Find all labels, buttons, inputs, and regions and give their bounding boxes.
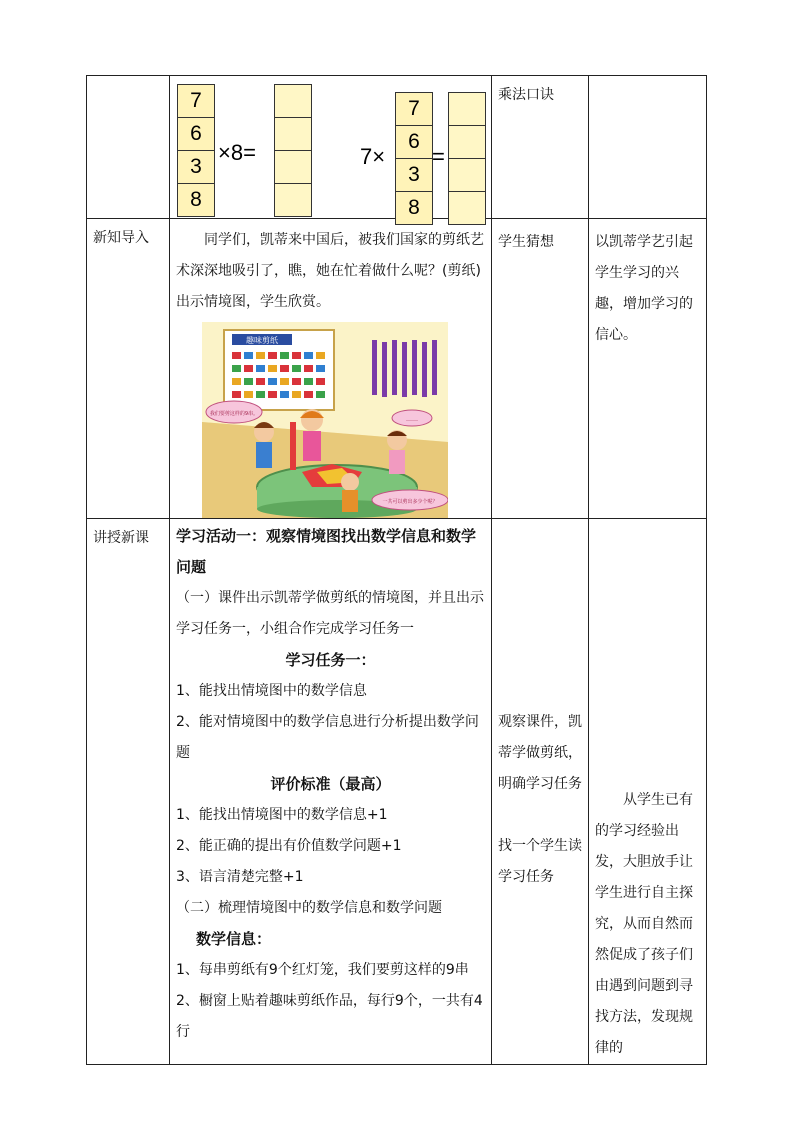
design-intent-text: 从学生已有的学习经验出发，大胆放手让学生进行自主探究，从而自然而然促成了孩子们由遇到问题到寻找方法，发现规律的 xyxy=(595,792,693,1056)
math-info-item: 1、每串剪纸有9个红灯笼，我们要剪这样的9串 xyxy=(176,962,469,978)
task-item: 1、能找出情境图中的数学信息 xyxy=(176,683,367,699)
activity-heading: 学习活动一：观察情境图找出数学信息和数学问题 xyxy=(176,527,477,576)
digit-cell: 6 xyxy=(178,118,214,151)
row1-intent-cell xyxy=(589,76,707,219)
math-info-item: 2、橱窗上贴着趣味剪纸作品，每行9个，一共有4行 xyxy=(176,993,483,1040)
step-one-text: （一）课件出示凯蒂学做剪纸的情境图，并且出示学习任务一，小组合作完成学习任务一 xyxy=(176,590,484,637)
intro-cell xyxy=(170,219,492,519)
evaluation-item: 1、能找出情境图中的数学信息+1 xyxy=(176,807,388,823)
svg-text:一共可以剪出多少个呢？: 一共可以剪出多少个呢？ xyxy=(382,499,438,505)
answer-cell xyxy=(275,85,311,118)
design-intent-cell xyxy=(589,219,707,519)
intro-text: 同学们，凯蒂来中国后，被我们国家的剪纸艺术深深地吸引了，瞧，她在忙着做什么呢？(剪纸)出示情境图，学生欣赏。 xyxy=(176,232,484,310)
row-new-knowledge xyxy=(87,219,707,519)
answer-stack-a xyxy=(274,84,312,217)
student-activity-cell xyxy=(492,219,589,519)
row-teaching xyxy=(87,519,707,1065)
answer-stack-b xyxy=(448,92,486,225)
section-label-cell xyxy=(87,519,170,1065)
digit-cell: 8 xyxy=(178,184,214,216)
activity-cell xyxy=(492,76,589,219)
multiplication-cell xyxy=(170,76,492,219)
digit-cell: 6 xyxy=(396,126,432,159)
answer-cell xyxy=(449,192,485,224)
answer-cell xyxy=(449,93,485,126)
answer-cell xyxy=(275,151,311,184)
svg-text:我们要剪这样的9串。: 我们要剪这样的9串。 xyxy=(209,411,259,417)
row-multiplication xyxy=(87,76,707,219)
digit-cell: 3 xyxy=(178,151,214,184)
lesson-plan-table xyxy=(86,75,707,1065)
section-label-cell xyxy=(87,219,170,519)
math-info-title: 数学信息： xyxy=(196,930,272,948)
task-item: 2、能对情境图中的数学信息进行分析提出数学问题 xyxy=(176,714,479,761)
teaching-content-cell xyxy=(170,519,492,1065)
times-eight-operator: ×8= xyxy=(218,140,256,165)
section-label: 新知导入 xyxy=(93,230,149,246)
section-label: 讲授新课 xyxy=(93,530,149,546)
poster-title: 趣味剪纸 xyxy=(246,336,278,345)
evaluation-item: 3、语言清楚完整+1 xyxy=(176,869,304,885)
answer-cell xyxy=(275,118,311,151)
evaluation-item: 2、能正确的提出有价值数学问题+1 xyxy=(176,838,402,854)
student-activity-text: 观察课件，凯蒂学做剪纸，明确学习任务 xyxy=(498,714,582,792)
multiplicand-stack-a xyxy=(177,84,215,217)
digit-cell: 8 xyxy=(396,192,432,224)
multiplier-stack-b xyxy=(395,92,433,225)
seven-times-operator: 7× xyxy=(360,144,386,169)
row1-label-cell xyxy=(87,76,170,219)
answer-cell xyxy=(449,159,485,192)
design-intent-cell xyxy=(589,519,707,1065)
student-activity-text: 学生猜想 xyxy=(498,234,554,250)
equals-operator: = xyxy=(432,144,445,169)
digit-cell: 7 xyxy=(396,93,432,126)
step-two-text: （二）梳理情境图中的数学信息和数学问题 xyxy=(176,900,442,916)
paper-cutting-scene-illustration xyxy=(202,322,448,518)
evaluation-title: 评价标准（最高） xyxy=(270,775,391,793)
svg-text:……: …… xyxy=(406,416,418,423)
digit-cell: 7 xyxy=(178,85,214,118)
task-title: 学习任务一： xyxy=(285,651,376,669)
student-activity-text: 找一个学生读学习任务 xyxy=(498,838,582,885)
red-lantern-string xyxy=(290,422,296,470)
design-intent-text: 以凯蒂学艺引起学生学习的兴趣，增加学习的信心。 xyxy=(595,234,693,343)
digit-cell: 3 xyxy=(396,159,432,192)
answer-cell xyxy=(449,126,485,159)
activity-text: 乘法口诀 xyxy=(498,87,554,103)
answer-cell xyxy=(275,184,311,216)
student-activity-cell xyxy=(492,519,589,1065)
